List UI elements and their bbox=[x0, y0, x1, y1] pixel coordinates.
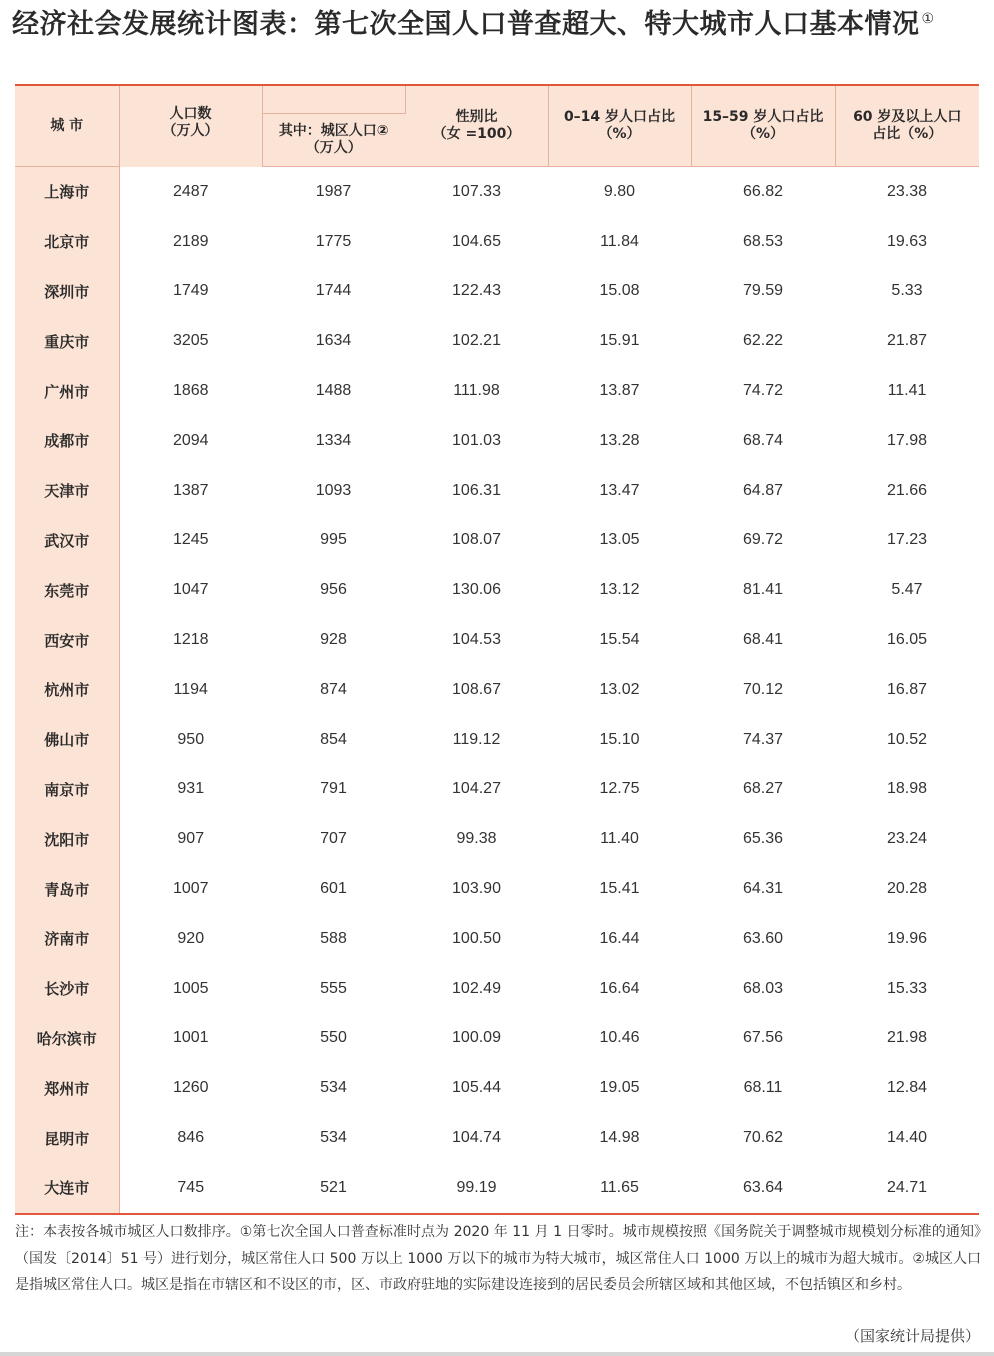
header-age-60-plus bbox=[835, 86, 979, 167]
table-row bbox=[15, 864, 979, 914]
urban-cell: 534 bbox=[320, 1079, 347, 1097]
age-15-59-cell: 64.87 bbox=[742, 481, 784, 499]
city-cell: 北京市 bbox=[15, 217, 119, 267]
urban-cell: 588 bbox=[320, 929, 347, 947]
age-15-59-cell: 62.22 bbox=[742, 332, 784, 350]
city-cell: 广州市 bbox=[15, 366, 119, 416]
age-0-14-cell: 16.44 bbox=[599, 929, 640, 947]
age-60-plus-cell: 14.40 bbox=[886, 1129, 928, 1147]
table-row bbox=[15, 914, 979, 964]
table-row bbox=[15, 167, 979, 217]
population-cell: 2487 bbox=[172, 182, 209, 200]
city-cell: 青岛市 bbox=[15, 864, 119, 914]
age-15-59-cell: 68.27 bbox=[742, 780, 784, 798]
sex-ratio-cell: 107.33 bbox=[452, 182, 501, 200]
age-60-plus-cell: 24.71 bbox=[835, 1163, 979, 1214]
table-row bbox=[15, 1014, 979, 1064]
population-cell: 1007 bbox=[172, 880, 209, 898]
table-row bbox=[15, 1163, 979, 1214]
age-60-plus-cell: 16.05 bbox=[886, 631, 928, 649]
age-0-14-cell: 13.87 bbox=[599, 382, 640, 400]
population-cell: 950 bbox=[177, 730, 205, 748]
table-row bbox=[15, 516, 979, 566]
urban-cell: 956 bbox=[320, 581, 347, 599]
source-credit: （国家统计局提供） bbox=[844, 1327, 980, 1345]
population-cell: 1218 bbox=[172, 631, 209, 649]
population-cell: 1194 bbox=[173, 680, 208, 698]
age-15-59-cell: 68.03 bbox=[742, 979, 784, 997]
table-row bbox=[15, 565, 979, 615]
table-row bbox=[15, 217, 979, 267]
city-cell: 西安市 bbox=[15, 615, 119, 665]
sex-ratio-cell: 100.09 bbox=[452, 1029, 501, 1047]
table-row bbox=[15, 267, 979, 317]
age-15-59-cell: 65.36 bbox=[742, 830, 784, 848]
urban-cell: 534 bbox=[320, 1129, 347, 1147]
page-bottom-edge bbox=[0, 1352, 994, 1356]
table-row bbox=[15, 1063, 979, 1113]
urban-cell: 1634 bbox=[315, 332, 352, 350]
table-row bbox=[15, 466, 979, 516]
age-60-plus-cell: 19.63 bbox=[886, 232, 928, 250]
population-cell: 920 bbox=[177, 929, 205, 947]
city-cell: 上海市 bbox=[15, 167, 119, 217]
population-cell: 745 bbox=[119, 1163, 262, 1214]
city-cell: 大连市 bbox=[15, 1163, 119, 1214]
city-cell: 沈阳市 bbox=[15, 814, 119, 864]
age-0-14-cell: 13.47 bbox=[599, 481, 640, 499]
urban-cell: 928 bbox=[320, 631, 347, 649]
population-cell: 907 bbox=[177, 830, 205, 848]
age-0-14-cell: 16.64 bbox=[599, 979, 640, 997]
table-row bbox=[15, 366, 979, 416]
urban-cell: 874 bbox=[320, 680, 347, 698]
age-0-14-cell: 12.75 bbox=[599, 780, 640, 798]
age-60-plus-cell: 20.28 bbox=[886, 880, 928, 898]
age-0-14-cell: 15.91 bbox=[599, 332, 640, 350]
sex-ratio-cell: 104.74 bbox=[452, 1129, 501, 1147]
age-0-14-cell: 13.28 bbox=[599, 431, 640, 449]
age-0-14-cell: 15.10 bbox=[599, 730, 640, 748]
age-0-14-cell: 11.40 bbox=[600, 830, 639, 848]
title-text: 经济社会发展统计图表：第七次全国人口普查超大、特大城市人口基本情况 bbox=[12, 9, 920, 40]
age-15-59-cell: 79.59 bbox=[742, 282, 784, 300]
city-cell: 长沙市 bbox=[15, 964, 119, 1014]
age-60-plus-cell: 5.47 bbox=[891, 581, 923, 599]
age-60-plus-cell: 16.87 bbox=[886, 680, 928, 698]
city-cell: 武汉市 bbox=[15, 516, 119, 566]
age-60-plus-cell: 11.41 bbox=[887, 382, 927, 400]
urban-cell: 555 bbox=[320, 979, 347, 997]
age-0-14-cell: 15.41 bbox=[599, 880, 640, 898]
table-row bbox=[15, 964, 979, 1014]
header-age-60-plus-label: 60 岁及以上人口 占比（%） bbox=[853, 109, 962, 142]
table-row bbox=[15, 715, 979, 765]
age-15-59-cell: 70.12 bbox=[742, 680, 784, 698]
urban-cell: 1775 bbox=[315, 232, 352, 250]
sex-ratio-cell: 101.03 bbox=[452, 431, 501, 449]
sex-ratio-cell: 108.07 bbox=[452, 531, 501, 549]
city-cell: 深圳市 bbox=[15, 267, 119, 317]
age-0-14-cell: 13.12 bbox=[599, 581, 640, 599]
header-population bbox=[119, 86, 262, 167]
age-15-59-cell: 66.82 bbox=[742, 182, 784, 200]
age-60-plus-cell: 23.38 bbox=[886, 182, 928, 200]
age-0-14-cell: 10.46 bbox=[599, 1029, 640, 1047]
urban-cell: 1744 bbox=[315, 282, 352, 300]
age-15-59-cell: 74.72 bbox=[742, 382, 784, 400]
sex-ratio-cell: 104.27 bbox=[452, 780, 501, 798]
age-60-plus-cell: 21.98 bbox=[886, 1029, 928, 1047]
age-0-14-cell: 15.08 bbox=[599, 282, 640, 300]
header-age-15-59 bbox=[691, 86, 835, 167]
population-cell: 1001 bbox=[172, 1029, 209, 1047]
page-title bbox=[12, 2, 987, 41]
urban-cell: 854 bbox=[320, 730, 347, 748]
age-0-14-cell: 15.54 bbox=[599, 631, 640, 649]
city-cell: 东莞市 bbox=[15, 565, 119, 615]
sex-ratio-cell: 106.31 bbox=[452, 481, 501, 499]
header-city bbox=[15, 86, 119, 167]
age-60-plus-cell: 23.24 bbox=[886, 830, 928, 848]
table-row bbox=[15, 615, 979, 665]
header-spacer bbox=[262, 86, 405, 114]
city-cell: 南京市 bbox=[15, 765, 119, 815]
urban-cell: 601 bbox=[320, 880, 347, 898]
age-15-59-cell: 70.62 bbox=[742, 1129, 784, 1147]
header-age-15-59-label: 15–59 岁人口占比 （%） bbox=[702, 109, 824, 142]
age-60-plus-cell: 19.96 bbox=[886, 929, 928, 947]
age-15-59-cell: 68.53 bbox=[742, 232, 784, 250]
table-row bbox=[15, 416, 979, 466]
age-0-14-cell: 19.05 bbox=[599, 1079, 640, 1097]
sex-ratio-cell: 103.90 bbox=[452, 880, 501, 898]
sex-ratio-cell: 102.49 bbox=[452, 979, 501, 997]
header-city-label: 城 市 bbox=[50, 117, 84, 134]
city-cell: 佛山市 bbox=[15, 715, 119, 765]
age-15-59-cell: 67.56 bbox=[742, 1029, 784, 1047]
age-15-59-cell: 64.31 bbox=[742, 880, 784, 898]
age-15-59-cell: 63.64 bbox=[691, 1163, 835, 1214]
sex-ratio-cell: 102.21 bbox=[452, 332, 501, 350]
footnote: 注：本表按各城市城区人口数排序。①第七次全国人口普查标准时点为 2020 年 11 月 1 日零时。城市规模按照《国务院关于调整城市规模划分标准的通知》（国发〔2014〕51 号）进行划分，城区常住人口 500 万以上 1000 万以下的城市为特大城市，城区常住人口 1000 万以上的城市为超大城市。②城区人口是指城区常住人口。城区是指在市辖区和不设区的市，区、市政府驻地的实际建设连接到的居民委员会所辖区域和其他区域，不包括镇区和乡村。 bbox=[15, 1224, 981, 1293]
age-15-59-cell: 68.74 bbox=[742, 431, 784, 449]
age-60-plus-cell: 18.98 bbox=[886, 780, 928, 798]
header-age-0-14 bbox=[548, 86, 691, 167]
age-0-14-cell: 13.02 bbox=[599, 680, 640, 698]
age-60-plus-cell: 5.33 bbox=[891, 282, 923, 300]
age-0-14-cell: 11.65 bbox=[548, 1163, 691, 1214]
header-age-0-14-label: 0–14 岁人口占比 （%） bbox=[563, 109, 676, 142]
population-cell: 2189 bbox=[172, 232, 209, 250]
urban-cell: 791 bbox=[320, 780, 347, 798]
header-urban-population bbox=[262, 114, 405, 167]
header-population-label: 人口数 （万人） bbox=[162, 106, 219, 139]
population-cell: 3205 bbox=[172, 332, 209, 350]
population-cell: 1047 bbox=[172, 581, 209, 599]
population-cell: 846 bbox=[177, 1129, 205, 1147]
age-60-plus-cell: 17.98 bbox=[886, 431, 928, 449]
city-cell: 昆明市 bbox=[15, 1113, 119, 1163]
sex-ratio-cell: 108.67 bbox=[452, 680, 501, 698]
age-0-14-cell: 13.05 bbox=[599, 531, 640, 549]
population-cell: 1749 bbox=[172, 282, 209, 300]
sex-ratio-cell: 105.44 bbox=[452, 1079, 501, 1097]
urban-cell: 1334 bbox=[315, 431, 352, 449]
city-cell: 杭州市 bbox=[15, 665, 119, 715]
age-0-14-cell: 14.98 bbox=[599, 1129, 640, 1147]
population-cell: 2094 bbox=[172, 431, 209, 449]
table-row bbox=[15, 1113, 979, 1163]
sex-ratio-cell: 119.12 bbox=[452, 730, 501, 748]
age-15-59-cell: 81.41 bbox=[742, 581, 784, 599]
population-table bbox=[15, 86, 979, 1215]
urban-cell: 707 bbox=[320, 830, 347, 848]
urban-cell: 995 bbox=[320, 531, 347, 549]
header-sex-ratio bbox=[405, 86, 548, 167]
age-15-59-cell: 69.72 bbox=[742, 531, 784, 549]
city-cell: 成都市 bbox=[15, 416, 119, 466]
table-row bbox=[15, 814, 979, 864]
age-0-14-cell: 11.84 bbox=[600, 232, 639, 250]
age-15-59-cell: 74.37 bbox=[742, 730, 784, 748]
population-cell: 931 bbox=[177, 780, 205, 798]
city-cell: 济南市 bbox=[15, 914, 119, 964]
sex-ratio-cell: 104.65 bbox=[452, 232, 501, 250]
sex-ratio-cell: 111.98 bbox=[453, 382, 500, 400]
age-60-plus-cell: 17.23 bbox=[886, 531, 928, 549]
urban-cell: 1488 bbox=[315, 382, 352, 400]
age-60-plus-cell: 12.84 bbox=[886, 1079, 928, 1097]
sex-ratio-cell: 104.53 bbox=[452, 631, 501, 649]
table-row bbox=[15, 665, 979, 715]
age-15-59-cell: 63.60 bbox=[742, 929, 784, 947]
urban-cell: 1093 bbox=[315, 481, 352, 499]
sex-ratio-cell: 122.43 bbox=[452, 282, 501, 300]
population-cell: 1387 bbox=[172, 481, 209, 499]
age-15-59-cell: 68.11 bbox=[743, 1079, 783, 1097]
urban-cell: 521 bbox=[262, 1163, 405, 1214]
city-cell: 哈尔滨市 bbox=[15, 1014, 119, 1064]
population-cell: 1005 bbox=[172, 979, 209, 997]
urban-cell: 1987 bbox=[315, 182, 352, 200]
age-60-plus-cell: 10.52 bbox=[886, 730, 928, 748]
header-urban-population-label: 其中：城区人口② （万人） bbox=[278, 123, 389, 156]
age-60-plus-cell: 21.66 bbox=[886, 481, 928, 499]
urban-cell: 550 bbox=[320, 1029, 347, 1047]
age-60-plus-cell: 15.33 bbox=[886, 979, 928, 997]
city-cell: 天津市 bbox=[15, 466, 119, 516]
city-cell: 郑州市 bbox=[15, 1063, 119, 1113]
table-row bbox=[15, 765, 979, 815]
population-cell: 1245 bbox=[172, 531, 209, 549]
table-row bbox=[15, 316, 979, 366]
age-60-plus-cell: 21.87 bbox=[886, 332, 928, 350]
sex-ratio-cell: 100.50 bbox=[452, 929, 501, 947]
age-0-14-cell: 9.80 bbox=[603, 182, 636, 200]
title-footnote-mark: ① bbox=[921, 11, 935, 27]
sex-ratio-cell: 99.38 bbox=[456, 830, 497, 848]
population-cell: 1260 bbox=[172, 1079, 209, 1097]
sex-ratio-cell: 130.06 bbox=[452, 581, 501, 599]
city-cell: 重庆市 bbox=[15, 316, 119, 366]
population-cell: 1868 bbox=[172, 382, 209, 400]
age-15-59-cell: 68.41 bbox=[742, 631, 784, 649]
header-sex-ratio-label: 性别比 （女 =100） bbox=[432, 109, 521, 142]
sex-ratio-cell: 99.19 bbox=[405, 1163, 548, 1214]
